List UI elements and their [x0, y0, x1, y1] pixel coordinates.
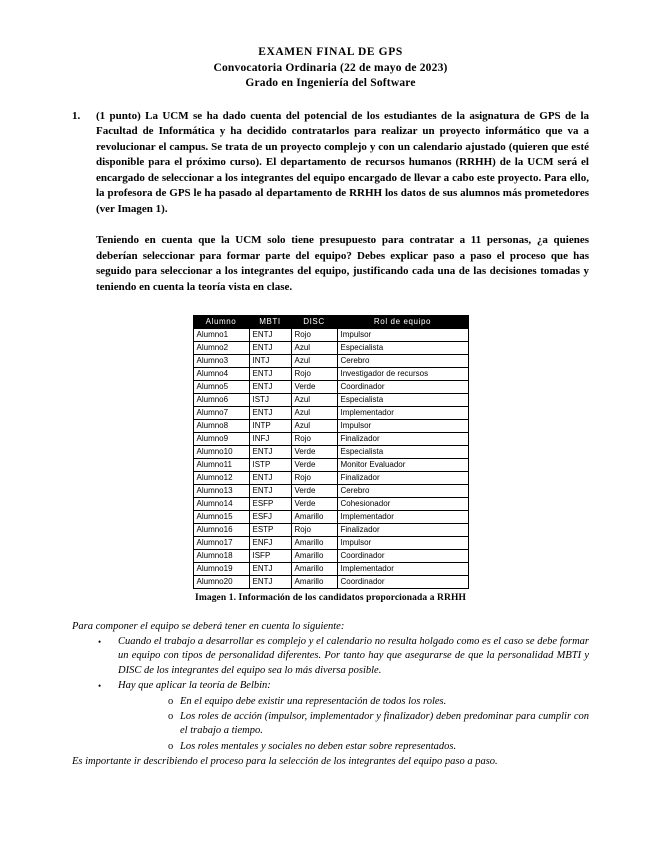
table-row: [193, 328, 468, 341]
cell-alumno: Alumno8: [193, 419, 249, 432]
exam-title-line-1: EXAMEN FINAL DE GPS: [258, 46, 403, 58]
cell-mbti: INTP: [249, 419, 291, 432]
table-row: [193, 484, 468, 497]
cell-disc: Verde: [291, 380, 337, 393]
cell-alumno: Alumno14: [193, 497, 249, 510]
cell-mbti: ESFJ: [249, 510, 291, 523]
cell-mbti: ISTP: [249, 458, 291, 471]
cell-rol: Especialista: [337, 341, 468, 354]
cell-alumno: Alumno12: [193, 471, 249, 484]
cell-alumno: Alumno20: [193, 575, 249, 588]
table-row: [193, 575, 468, 588]
notes-closing-text: Es importante ir describiendo el proceso para la selección de los integrantes del equipo paso a paso.: [72, 756, 498, 768]
cell-mbti: ESTP: [249, 523, 291, 536]
cell-alumno: Alumno7: [193, 406, 249, 419]
table-row: [193, 406, 468, 419]
cell-disc: Azul: [291, 393, 337, 406]
question-1: [72, 109, 589, 296]
cell-mbti: ISFP: [249, 549, 291, 562]
cell-rol: Especialista: [337, 445, 468, 458]
sub-bullet-item-2-text: Los roles de acción (impulsor, implementador y finalizador) deben predominar para cumplir con el trabajo a tiempo.: [180, 711, 589, 737]
cell-disc: Rojo: [291, 328, 337, 341]
sub-bullet-marker-icon: o: [168, 711, 174, 723]
bullet-marker-icon: •: [98, 681, 102, 692]
cell-alumno: Alumno3: [193, 354, 249, 367]
sub-bullet-item-1: [72, 695, 589, 709]
cell-rol: Finalizador: [337, 523, 468, 536]
column-header-mbti: MBTI: [249, 315, 291, 328]
cell-disc: Amarillo: [291, 549, 337, 562]
notes-section: [72, 620, 589, 770]
cell-rol: Cerebro: [337, 354, 468, 367]
cell-mbti: ENTJ: [249, 562, 291, 575]
cell-rol: Impulsor: [337, 419, 468, 432]
question-body: [96, 109, 589, 296]
cell-alumno: Alumno11: [193, 458, 249, 471]
candidates-table-body: [193, 328, 468, 588]
cell-rol: Especialista: [337, 393, 468, 406]
cell-alumno: Alumno10: [193, 445, 249, 458]
cell-rol: Investigador de recursos: [337, 367, 468, 380]
table-row: [193, 536, 468, 549]
cell-alumno: Alumno4: [193, 367, 249, 380]
cell-mbti: ENTJ: [249, 341, 291, 354]
sub-bullet-marker-icon: o: [168, 695, 174, 707]
cell-alumno: Alumno16: [193, 523, 249, 536]
sub-bullet-item-1-text: En el equipo debe existir una representación de todos los roles.: [180, 695, 447, 707]
candidates-table-head: [193, 315, 468, 328]
cell-disc: Amarillo: [291, 536, 337, 549]
table-row: [193, 458, 468, 471]
cell-rol: Finalizador: [337, 432, 468, 445]
cell-rol: Monitor Evaluador: [337, 458, 468, 471]
cell-rol: Implementador: [337, 510, 468, 523]
exam-title-line-3: Grado en Ingeniería del Software: [245, 77, 416, 89]
cell-disc: Amarillo: [291, 510, 337, 523]
cell-rol: Coordinador: [337, 575, 468, 588]
cell-mbti: ENTJ: [249, 575, 291, 588]
cell-rol: Cerebro: [337, 484, 468, 497]
cell-alumno: Alumno9: [193, 432, 249, 445]
question-paragraph-2: Teniendo en cuenta que la UCM solo tiene presupuesto para contratar a 11 personas, ¿a quienes deberían seleccionar para formar parte del equipo? Debes explicar paso a paso el proceso que has seguido para seleccionar a los integrantes del equipo, justificando cada una de las decisiones tomadas y teniendo en cuenta la teoría vista en clase.: [96, 234, 589, 294]
table-row: [193, 549, 468, 562]
cell-mbti: ENTJ: [249, 380, 291, 393]
cell-disc: Rojo: [291, 471, 337, 484]
question-number: 1.: [72, 109, 81, 122]
cell-mbti: ISTJ: [249, 393, 291, 406]
cell-disc: Azul: [291, 354, 337, 367]
sub-bullet-marker-icon: o: [168, 740, 174, 752]
cell-disc: Verde: [291, 458, 337, 471]
cell-alumno: Alumno15: [193, 510, 249, 523]
document-title-block: [72, 45, 589, 92]
bullet-marker-icon: •: [98, 637, 102, 648]
cell-alumno: Alumno19: [193, 562, 249, 575]
cell-mbti: ENTJ: [249, 367, 291, 380]
cell-mbti: ENTJ: [249, 484, 291, 497]
cell-rol: Impulsor: [337, 536, 468, 549]
cell-disc: Rojo: [291, 367, 337, 380]
cell-disc: Verde: [291, 445, 337, 458]
cell-rol: Coordinador: [337, 380, 468, 393]
cell-alumno: Alumno1: [193, 328, 249, 341]
cell-mbti: ENTJ: [249, 445, 291, 458]
table-row: [193, 432, 468, 445]
table-row: [193, 562, 468, 575]
candidates-table-wrapper: [72, 315, 589, 589]
table-row: [193, 354, 468, 367]
cell-alumno: Alumno5: [193, 380, 249, 393]
table-row: [193, 393, 468, 406]
cell-rol: Finalizador: [337, 471, 468, 484]
table-row: [193, 471, 468, 484]
column-header-rol: Rol de equipo: [337, 315, 468, 328]
table-caption: Imagen 1. Información de los candidatos proporcionada a RRHH: [195, 592, 466, 603]
cell-alumno: Alumno13: [193, 484, 249, 497]
table-row: [193, 445, 468, 458]
cell-disc: Amarillo: [291, 575, 337, 588]
bullet-item-2-text: Hay que aplicar la teoría de Belbin:: [118, 680, 271, 692]
cell-disc: Verde: [291, 484, 337, 497]
table-row: [193, 380, 468, 393]
cell-mbti: ESFP: [249, 497, 291, 510]
table-row: [193, 510, 468, 523]
notes-lead-text: Para componer el equipo se deberá tener en cuenta lo siguiente:: [72, 620, 345, 632]
table-header-row: [193, 315, 468, 328]
cell-rol: Cohesionador: [337, 497, 468, 510]
cell-disc: Amarillo: [291, 562, 337, 575]
cell-rol: Coordinador: [337, 549, 468, 562]
sub-bullet-item-3-text: Los roles mentales y sociales no deben estar sobre representados.: [180, 740, 457, 752]
cell-disc: Azul: [291, 406, 337, 419]
cell-mbti: INFJ: [249, 432, 291, 445]
sub-bullet-item-3: [72, 740, 589, 754]
cell-rol: Implementador: [337, 562, 468, 575]
bullet-item-1-text: Cuando el trabajo a desarrollar es complejo y el calendario no resulta holgado como es el caso se debe formar un equipo con tipos de personalidad diferentes. Por tanto hay que asegurarse de que la personalidad MBTI y DISC de los integrantes del equipo sea lo más diversa posible.: [118, 636, 589, 676]
table-row: [193, 497, 468, 510]
question-paragraph-1: (1 punto) La UCM se ha dado cuenta del potencial de los estudiantes de la asignatura de GPS de la Facultad de Informática y ha decidido contratarlos para realizar un proyecto informático que va a revolucionar el campus. Se trata de un proyecto complejo y con un calendario ajustado (quieren que esté disponible para el próximo curso). El departamento de recursos humanos (RRHH) de la UCM será el encargado de seleccionar a los integrantes del equipo encargado de llevar a cabo este proyecto. Para ello, la profesora de GPS le ha pasado al departamento de RRHH los datos de sus alumnos más prometedores (ver Imagen 1).: [96, 109, 589, 216]
table-row: [193, 341, 468, 354]
column-header-alumno: Alumno: [193, 315, 249, 328]
table-row: [193, 367, 468, 380]
candidates-table: [193, 315, 469, 589]
column-header-disc: DISC: [291, 315, 337, 328]
cell-rol: Implementador: [337, 406, 468, 419]
cell-alumno: Alumno6: [193, 393, 249, 406]
cell-alumno: Alumno18: [193, 549, 249, 562]
exam-title-line-2: Convocatoria Ordinaria (22 de mayo de 2023): [213, 61, 448, 74]
bullet-item-1: [72, 635, 589, 678]
cell-disc: Verde: [291, 497, 337, 510]
table-row: [193, 419, 468, 432]
bullet-item-2: [72, 679, 589, 693]
cell-disc: Azul: [291, 341, 337, 354]
sub-bullet-item-2: [72, 710, 589, 739]
cell-mbti: ENFJ: [249, 536, 291, 549]
table-row: [193, 523, 468, 536]
cell-disc: Rojo: [291, 523, 337, 536]
cell-alumno: Alumno17: [193, 536, 249, 549]
cell-mbti: ENTJ: [249, 471, 291, 484]
cell-disc: Rojo: [291, 432, 337, 445]
cell-disc: Azul: [291, 419, 337, 432]
cell-mbti: ENTJ: [249, 328, 291, 341]
cell-mbti: ENTJ: [249, 406, 291, 419]
cell-mbti: INTJ: [249, 354, 291, 367]
cell-rol: Impulsor: [337, 328, 468, 341]
cell-alumno: Alumno2: [193, 341, 249, 354]
